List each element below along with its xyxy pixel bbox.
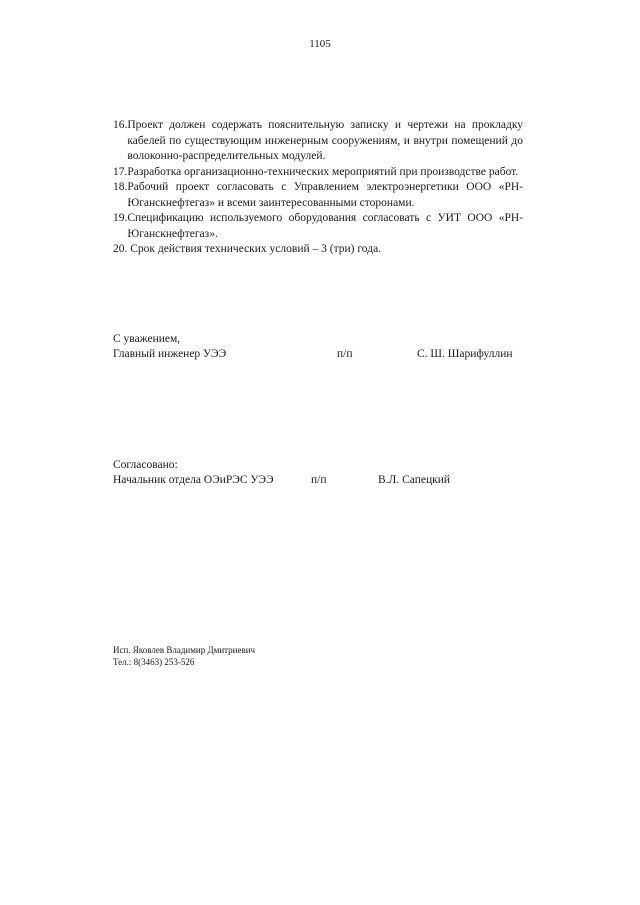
list-item [113,118,523,165]
item-text: Рабочий проект согласовать с Управлением электроэнергетики ООО «РН-Юганскнефтегаз» и всеми заинтересованными сторонами. [127,181,523,209]
item-number: 18. [113,181,128,193]
item-number: 19. [113,212,128,224]
item-text: Спецификацию используемого оборудования согласовать с УИТ ООО «РН-Юганскнефтегаз». [127,212,523,240]
executor-name: Исп. Яковлев Владимир Дмитриевич [113,645,256,655]
signatory-position: Главный инженер УЭЭ [113,348,227,360]
executor-phone: Тел.: 8(3463) 253-526 [113,657,195,667]
signatory-position: Начальник отдела ОЭиРЭС УЭЭ [113,474,274,486]
greeting: С уважением, [113,333,181,345]
page-number: 1105 [309,38,331,50]
signatory-name: В.Л. Сапецкий [378,474,451,486]
signatory-name: С. Ш. Шарифуллин [417,348,513,360]
item-number: 20. [113,243,131,255]
list-item [113,180,523,211]
list-item [113,165,523,181]
item-text: Срок действия технических условий – 3 (три) года. [130,243,382,255]
item-number: 16. [113,119,128,131]
list-item [113,242,523,258]
signature-mark: п/п [337,348,353,360]
executor-footer [113,644,255,668]
item-text: Разработка организационно-технических мероприятий при производстве работ. [127,165,519,178]
item-number: 17. [113,165,128,178]
item-text: Проект должен содержать пояснительную записку и чертежи на прокладку кабелей по существующим инженерным сооружениям, и внутри помещений до волоконно-распределительных модулей. [127,119,523,162]
conditions-list [113,118,523,258]
approval-heading: Согласовано: [113,459,178,471]
list-item [113,211,523,242]
signature-mark: п/п [311,474,327,486]
